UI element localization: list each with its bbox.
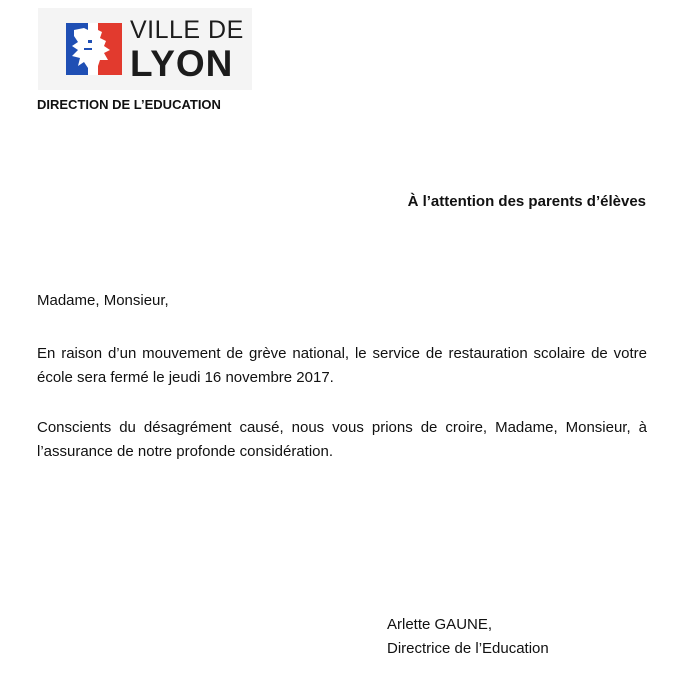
signatory-name: Arlette GAUNE, (387, 616, 493, 633)
signatory-title: Directrice de l’Education (387, 640, 549, 657)
paragraph-strike-notice: En raison d’un mouvement de grève national, le service de restauration scolaire de votre école sera fermé le jeudi 16 novembre 2017. (37, 345, 647, 386)
signature-block (387, 613, 549, 661)
ville-de-lyon-logo (38, 8, 252, 90)
logo-wordmark (130, 18, 244, 82)
logo-ville-de: VILLE DE (130, 16, 244, 44)
salutation: Madame, Monsieur, (37, 292, 169, 309)
paragraph-closing: Conscients du désagrément causé, nous vous prions de croire, Madame, Monsieur, à l’assurance de notre profonde considération. (37, 419, 647, 460)
department-heading: DIRECTION DE L’EDUCATION (37, 97, 221, 112)
logo-lyon: LYON (130, 43, 234, 84)
addressee-line: À l’attention des parents d’élèves (407, 193, 646, 210)
